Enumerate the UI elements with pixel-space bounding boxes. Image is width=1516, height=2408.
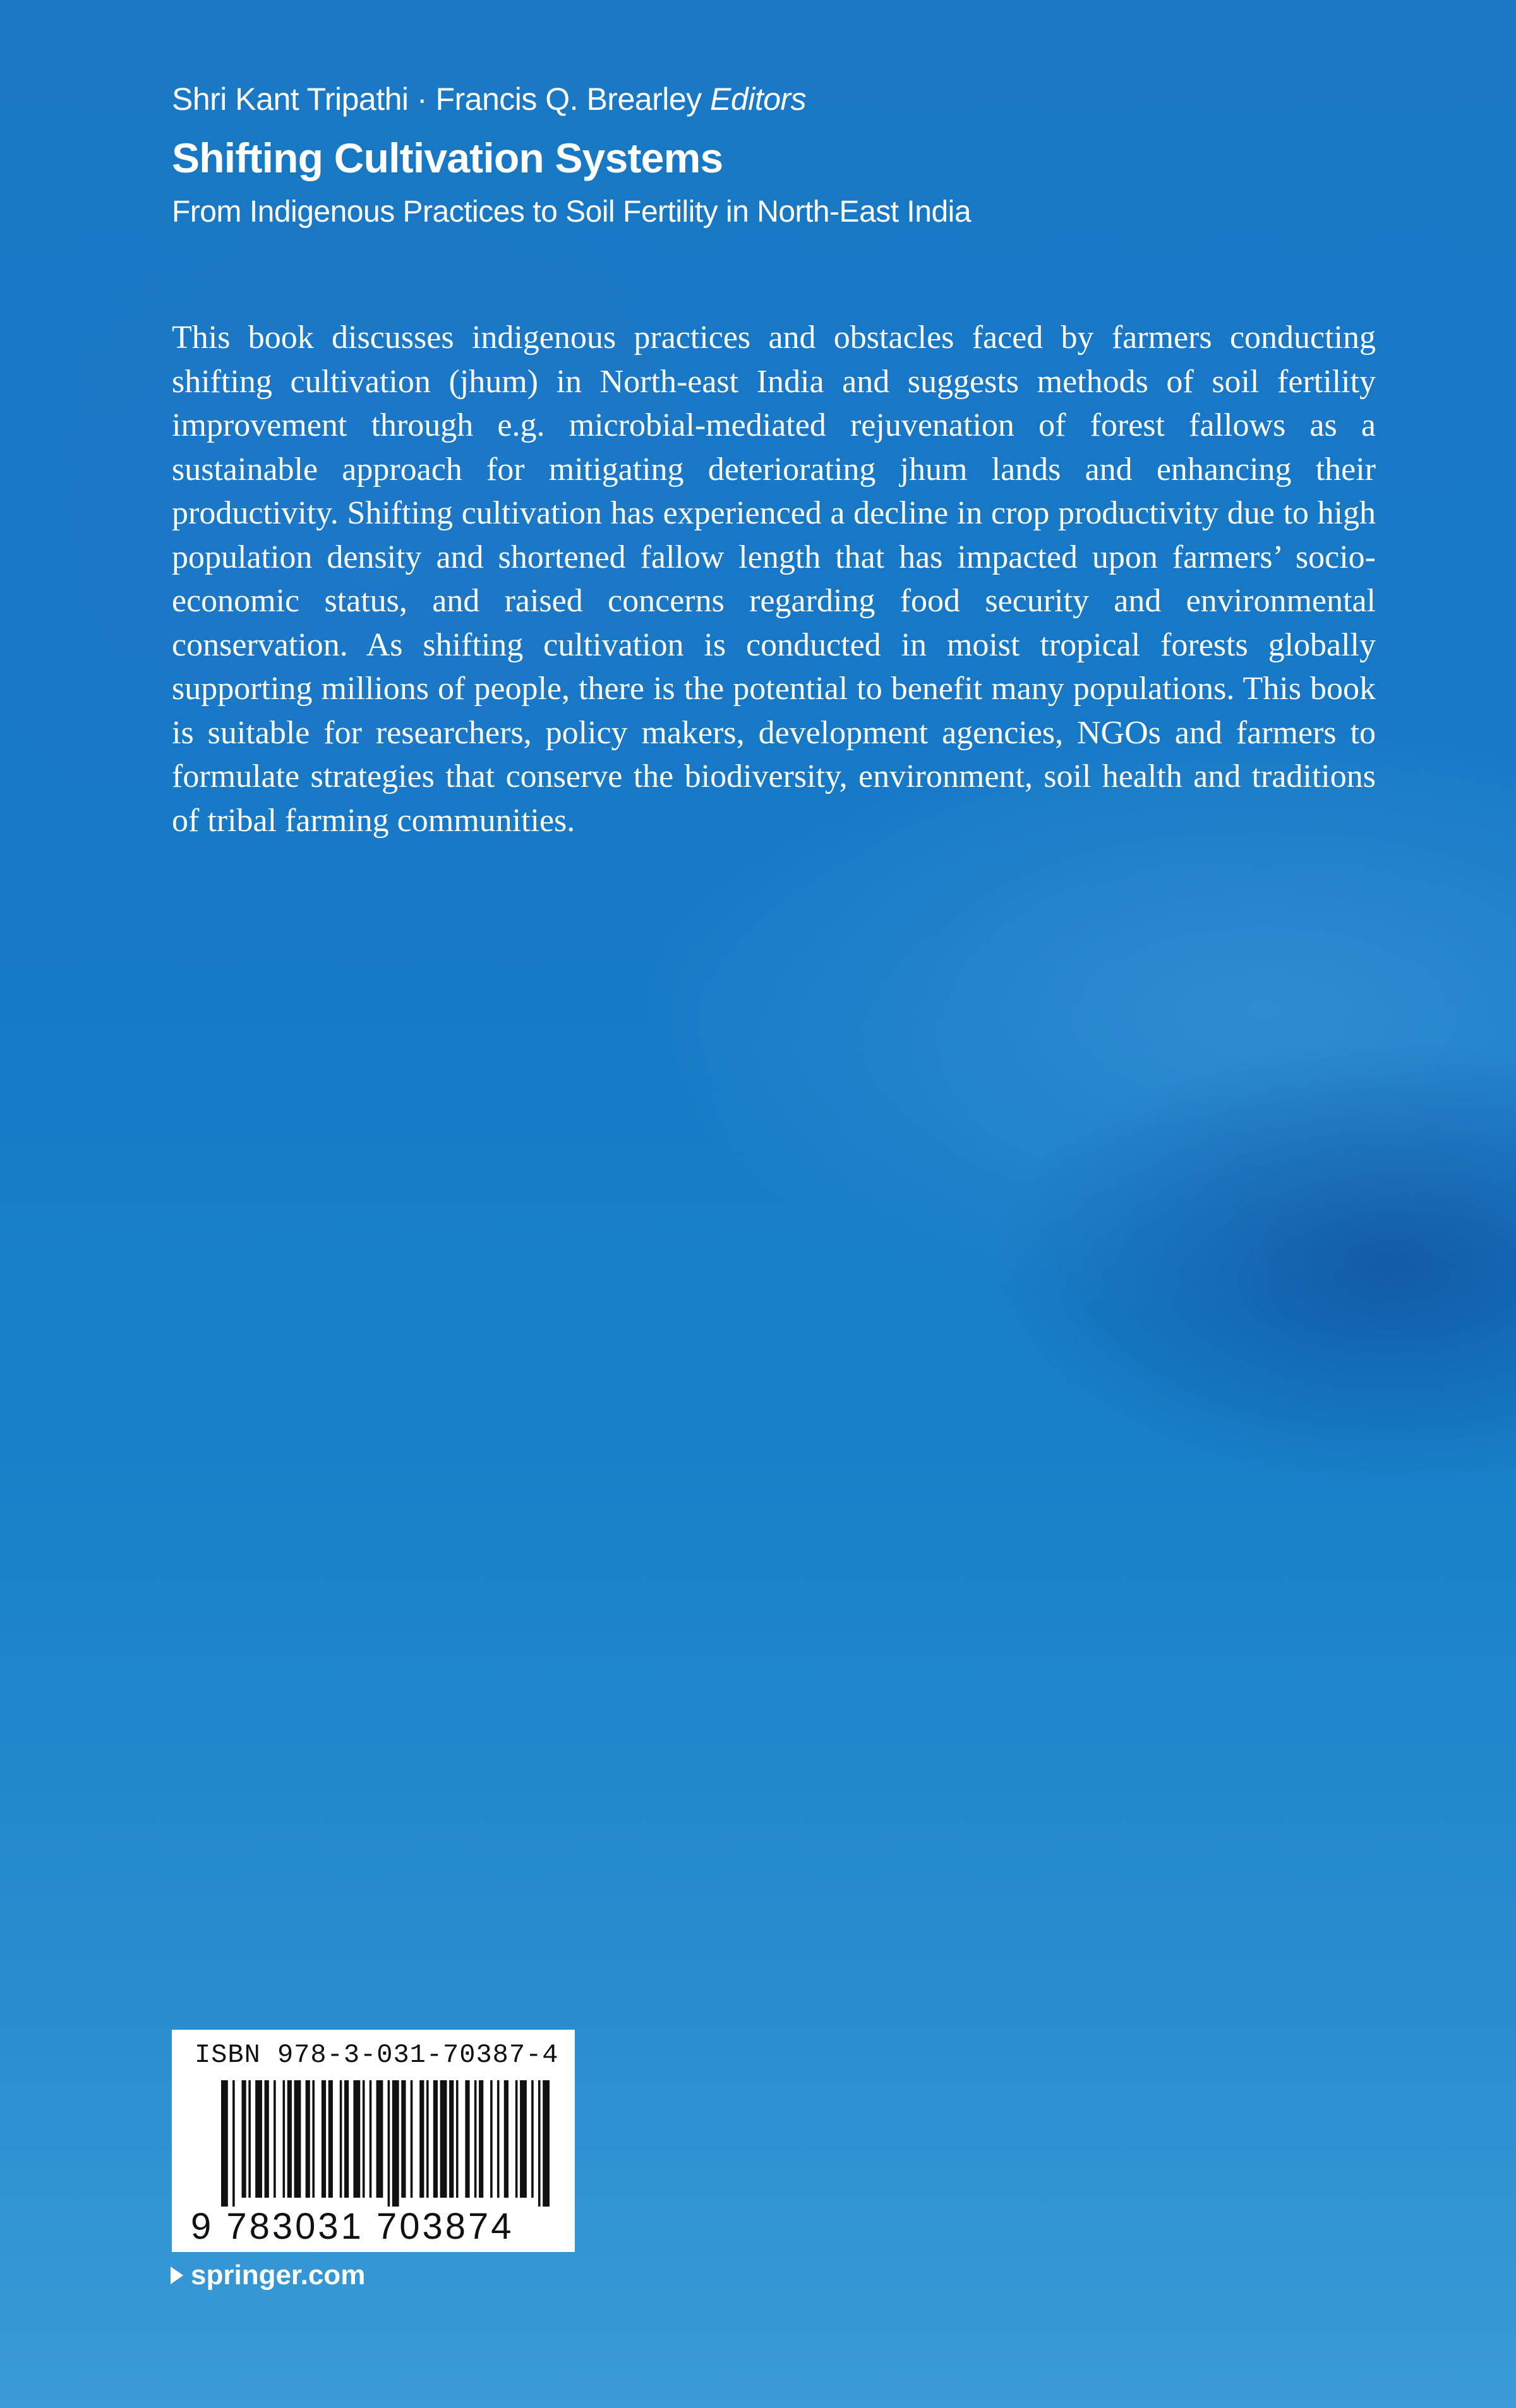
isbn-barcode	[172, 2030, 575, 2252]
book-description: This book discusses indigenous practices and obstacles faced by farmers conducting shifting cultivation (jhum) in North-east India and suggests methods of soil fertility improvement through e.g. microbial-mediated rejuvenation of forest fallows as a sustainable approach for mitigating deteriorating jhum lands and enhancing their productivity. Shifting cultivation has experienced a decline in crop productivity due to high population density and shortened fallow length that has impacted upon farmers’ socio-economic status, and raised concerns regarding food security and environmental conservation. As shifting cultivation is conducted in moist tropical forests globally supporting millions of people, there is the potential to benefit many populations. This book is suitable for researchers, policy makers, development agencies, NGOs and farmers to formulate strategies that conserve the biodiversity, environment, soil health and traditions of tribal farming communities.	[172, 320, 1376, 839]
isbn-label: ISBN 978-3-031-70387-4	[195, 2040, 559, 2070]
barcode-bar	[433, 2080, 438, 2198]
editors-line	[172, 81, 806, 117]
barcode-bar	[322, 2080, 326, 2198]
barcode-bar	[531, 2080, 534, 2198]
editor-separator: ·	[408, 81, 436, 117]
barcode-bar	[312, 2080, 315, 2198]
barcode-bar	[340, 2080, 342, 2198]
barcode-bar	[344, 2080, 349, 2198]
book-title: Shifting Cultivation Systems	[172, 135, 723, 181]
barcode-bar	[376, 2080, 383, 2198]
barcode-bar	[328, 2080, 333, 2198]
editor-name-1: Shri Kant Tripathi	[172, 81, 409, 117]
barcode-bar	[388, 2080, 390, 2207]
barcode-bar	[497, 2080, 500, 2198]
barcode-bar	[363, 2080, 365, 2198]
barcode-bar	[221, 2080, 228, 2207]
editors-role: Editors	[710, 81, 807, 117]
barcode-bar	[426, 2080, 429, 2198]
barcode-bar	[370, 2080, 372, 2198]
barcode-bar	[274, 2080, 276, 2198]
barcode-bar	[294, 2080, 301, 2198]
barcode-bar	[449, 2080, 454, 2198]
barcode-bar	[479, 2080, 483, 2198]
barcode-bar	[306, 2080, 310, 2198]
barcode-bar	[411, 2080, 413, 2198]
barcode-bar	[504, 2080, 508, 2198]
barcode-bar	[353, 2080, 360, 2198]
barcode-bar	[456, 2080, 459, 2198]
barcode-bar	[419, 2080, 424, 2198]
barcode-bar	[232, 2080, 235, 2207]
book-subtitle: From Indigenous Practices to Soil Fertility in North-East India	[172, 195, 972, 229]
barcode-bar	[283, 2080, 286, 2198]
barcode-bar	[248, 2080, 251, 2198]
barcode-bar	[474, 2080, 477, 2198]
barcode-bars	[221, 2080, 550, 2207]
editor-name-2: Francis Q. Brearley	[435, 81, 702, 117]
barcode-bar	[538, 2080, 541, 2207]
barcode-bar	[242, 2080, 246, 2198]
barcode-bar	[287, 2080, 292, 2198]
barcode-bar	[392, 2080, 399, 2207]
barcode-bar	[543, 2080, 550, 2207]
barcode-bar	[440, 2080, 447, 2198]
barcode-bar	[465, 2080, 469, 2198]
barcode-bar	[515, 2080, 518, 2198]
barcode-bar	[265, 2080, 269, 2198]
barcode-bar	[490, 2080, 493, 2198]
barcode-bar	[401, 2080, 406, 2198]
triangle-right-icon	[171, 2267, 183, 2284]
publisher-link[interactable]	[171, 2260, 365, 2291]
publisher-website: springer.com	[191, 2260, 366, 2291]
barcode-digits: 9 783031 703874	[191, 2206, 514, 2247]
barcode-bar	[255, 2080, 262, 2198]
barcode-bar	[520, 2080, 527, 2198]
